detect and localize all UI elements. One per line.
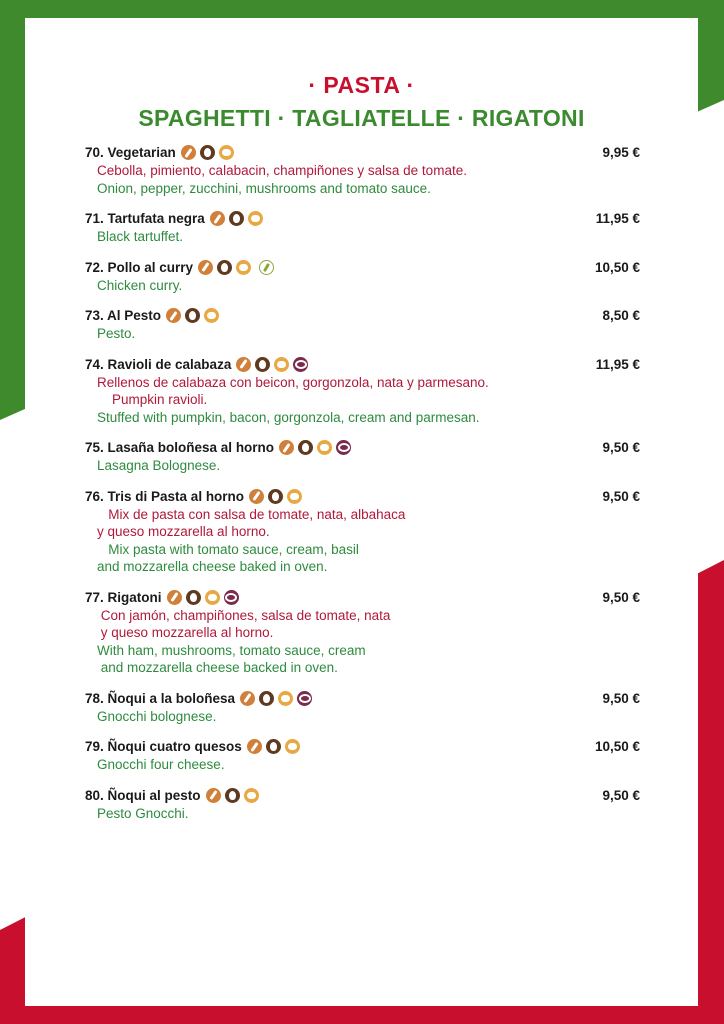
- menu-item-header: [85, 143, 640, 162]
- dish-price: 10,50 €: [594, 259, 640, 275]
- menu-item-header: [85, 786, 640, 805]
- allergen-icons: [247, 739, 304, 754]
- allergen-icons: [210, 211, 267, 226]
- milk-icon: [274, 357, 289, 372]
- egg-icon: [268, 489, 283, 504]
- dish-description-es: y queso mozzarella al horno.: [97, 625, 274, 640]
- dish-description-en: Black tartuffet.: [97, 229, 184, 244]
- dish-name: 71. Tartufata negra: [85, 211, 205, 226]
- sulfite-icon: [293, 357, 308, 372]
- dish-price: 9,95 €: [602, 145, 640, 160]
- dish-description-es: Cebolla, pimiento, calabacin, champiñones y salsa de tomate.: [97, 163, 467, 178]
- celery-icon: [259, 260, 274, 275]
- egg-icon: [186, 590, 201, 605]
- menu-item-header: [85, 588, 640, 607]
- menu-item: [85, 786, 640, 823]
- allergen-icons: [240, 691, 316, 706]
- dish-name: 73. Al Pesto: [85, 308, 162, 323]
- dish-description-es: Con jamón, champiñones, salsa de tomate, nata: [97, 607, 391, 623]
- dish-description-en: Gnocchi bolognese.: [97, 708, 217, 724]
- dish-description-es: y queso mozzarella al horno.: [97, 524, 270, 539]
- dish-description-en: With ham, mushrooms, tomato sauce, cream: [97, 642, 366, 658]
- dish-name: 78. Ñoqui a la boloñesa: [85, 690, 236, 706]
- milk-icon: [244, 788, 259, 803]
- allergen-icons: [181, 145, 238, 160]
- egg-icon: [225, 788, 240, 803]
- gluten-icon: [206, 788, 221, 803]
- dish-description-en: Lasagna Bolognese.: [97, 458, 221, 473]
- menu-item: [85, 737, 640, 774]
- menu-item-header: [85, 689, 640, 708]
- dish-price: 9,50 €: [602, 440, 640, 455]
- dish-description-en: Onion, pepper, zucchini, mushrooms and tomato sauce.: [97, 180, 431, 196]
- menu-item: [85, 438, 640, 475]
- dish-name: 77. Rigatoni: [85, 589, 162, 605]
- dish-description-en: Chicken curry.: [97, 277, 183, 293]
- dish-price: 8,50 €: [602, 308, 640, 323]
- dish-name: 72. Pollo al curry: [85, 259, 194, 275]
- egg-icon: [298, 440, 313, 455]
- gluten-icon: [236, 357, 251, 372]
- milk-icon: [317, 440, 332, 455]
- milk-icon: [236, 260, 251, 275]
- egg-icon: [200, 145, 215, 160]
- menu-item: [85, 487, 640, 576]
- dish-description-es: Pumpkin ravioli.: [97, 392, 208, 407]
- menu-item-header: [85, 355, 640, 374]
- allergen-icons: [198, 260, 278, 275]
- milk-icon: [205, 590, 220, 605]
- dish-price: 10,50 €: [594, 739, 640, 754]
- menu-item-header: [85, 258, 640, 277]
- dish-price: 9,50 €: [602, 589, 640, 605]
- menu-item-header: [85, 209, 640, 228]
- dish-name: 79. Ñoqui cuatro quesos: [85, 739, 242, 754]
- allergen-icons: [279, 440, 355, 455]
- dish-description-en: Pesto.: [97, 326, 136, 341]
- menu-card: [25, 18, 698, 1006]
- dish-name: 80. Ñoqui al pesto: [85, 787, 201, 803]
- allergen-icons: [166, 308, 223, 323]
- dish-name: 74. Ravioli de calabaza: [85, 356, 232, 372]
- menu-item: [85, 258, 640, 295]
- dish-description-en: and mozzarella cheese backed in oven.: [97, 660, 338, 675]
- milk-icon: [219, 145, 234, 160]
- menu-item: [85, 209, 640, 246]
- dish-description-es: Mix de pasta con salsa de tomate, nata, albahaca: [97, 506, 406, 522]
- gluten-icon: [240, 691, 255, 706]
- egg-icon: [185, 308, 200, 323]
- gluten-icon: [210, 211, 225, 226]
- allergen-icons: [167, 590, 243, 605]
- dish-name: 70. Vegetarian: [85, 145, 176, 160]
- allergen-icons: [249, 489, 306, 504]
- dish-price: 9,50 €: [602, 690, 640, 706]
- milk-icon: [248, 211, 263, 226]
- dish-name: 76. Tris di Pasta al horno: [85, 488, 245, 504]
- gluten-icon: [198, 260, 213, 275]
- menu-item-header: [85, 737, 640, 756]
- gluten-icon: [249, 489, 264, 504]
- allergen-icons: [236, 357, 312, 372]
- dish-description-es: Rellenos de calabaza con beicon, gorgonzola, nata y parmesano.: [97, 374, 489, 390]
- sulfite-icon: [224, 590, 239, 605]
- menu-item: [85, 355, 640, 427]
- section-title: · PASTA ·: [308, 72, 415, 98]
- menu-item-header: [85, 487, 640, 506]
- dish-price: 9,50 €: [602, 787, 640, 803]
- menu-item: [85, 306, 640, 343]
- dish-description-en: Pesto Gnocchi.: [97, 805, 189, 821]
- milk-icon: [278, 691, 293, 706]
- sulfite-icon: [297, 691, 312, 706]
- dish-description-en: Gnocchi four cheese.: [97, 757, 225, 772]
- gluten-icon: [247, 739, 262, 754]
- dish-name: 75. Lasaña boloñesa al horno: [85, 440, 275, 455]
- egg-icon: [259, 691, 274, 706]
- dish-price: 11,95 €: [595, 356, 640, 372]
- gluten-icon: [279, 440, 294, 455]
- egg-icon: [229, 211, 244, 226]
- menu-item: [85, 588, 640, 677]
- menu-item: [85, 143, 640, 197]
- section-subtitle: SPAGHETTI · TAGLIATELLE · RIGATONI: [138, 105, 585, 131]
- milk-icon: [287, 489, 302, 504]
- egg-icon: [217, 260, 232, 275]
- dish-price: 9,50 €: [602, 488, 640, 504]
- egg-icon: [255, 357, 270, 372]
- gluten-icon: [181, 145, 196, 160]
- dish-price: 11,95 €: [595, 211, 640, 226]
- menu-item-header: [85, 438, 640, 457]
- egg-icon: [266, 739, 281, 754]
- milk-icon: [285, 739, 300, 754]
- menu-item-header: [85, 306, 640, 325]
- menu-item-list: [85, 143, 640, 834]
- dish-description-en: and mozzarella cheese baked in oven.: [97, 559, 328, 574]
- milk-icon: [204, 308, 219, 323]
- gluten-icon: [167, 590, 182, 605]
- allergen-icons: [206, 788, 263, 803]
- dish-description-en: Stuffed with pumpkin, bacon, gorgonzola, cream and parmesan.: [97, 409, 480, 425]
- menu-header: [25, 70, 698, 133]
- dish-description-en: Mix pasta with tomato sauce, cream, basil: [97, 541, 359, 557]
- menu-item: [85, 689, 640, 726]
- gluten-icon: [166, 308, 181, 323]
- sulfite-icon: [336, 440, 351, 455]
